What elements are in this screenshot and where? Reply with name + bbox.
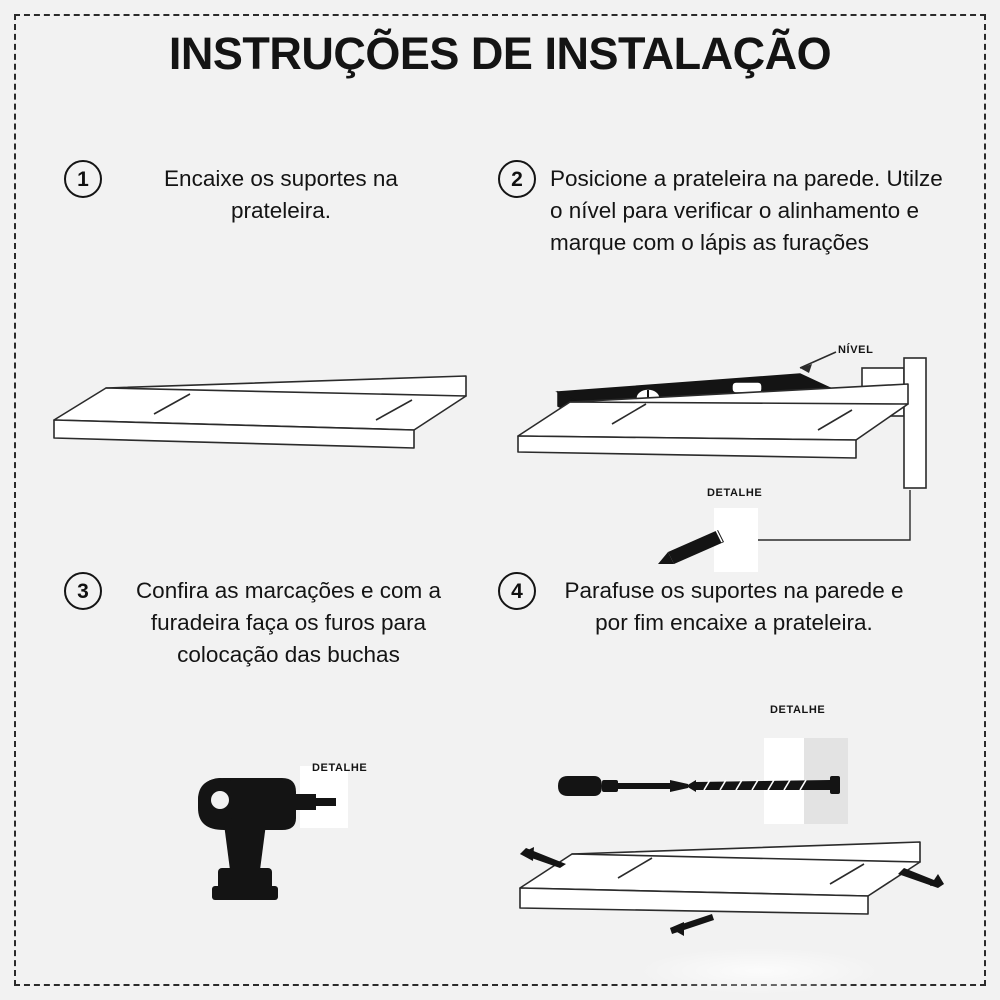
step-1-header	[64, 160, 464, 227]
step-2-header	[498, 160, 968, 259]
callout-detalhe-furadeira-label: DETALHE	[312, 762, 368, 774]
step-2	[498, 160, 968, 259]
step-4-text: Parafuse os suportes na parede e por fim encaixe a prateleira.	[564, 578, 904, 635]
step-2-number: 2	[498, 160, 536, 198]
step-4-number: 4	[498, 572, 536, 610]
step-3-illustration-cordless-drill	[190, 756, 390, 916]
step-3-number: 3	[64, 572, 102, 610]
watermark-glow	[640, 948, 880, 994]
step-3	[64, 572, 464, 671]
page-title: INSTRUÇÕES DE INSTALAÇÃO	[168, 28, 832, 79]
step-1-text: Encaixe os suportes na prateleira.	[164, 166, 398, 223]
step-1-number: 1	[64, 160, 102, 198]
step-3-text: Confira as marcações e com a furadeira faça os furos para colocação das buchas	[135, 578, 442, 667]
step-3-header	[64, 572, 464, 671]
step-1-illustration-shelf-board	[46, 368, 466, 468]
step-4	[498, 572, 918, 639]
step-4-illustration-screwdriver-and-shelf	[500, 718, 960, 948]
step-4-header	[498, 572, 918, 639]
step-1	[64, 160, 464, 227]
callout-detalhe-lapis-label: DETALHE	[707, 487, 763, 499]
step-2-illustration-shelf-with-level	[500, 340, 970, 570]
callout-detalhe-parafuso-label: DETALHE	[770, 704, 826, 716]
step-2-text: Posicione a prateleira na parede. Utilze o nível para verificar o alinhamento e marque com o lápis as furações	[550, 166, 943, 255]
callout-nivel-label: NÍVEL	[838, 344, 874, 356]
